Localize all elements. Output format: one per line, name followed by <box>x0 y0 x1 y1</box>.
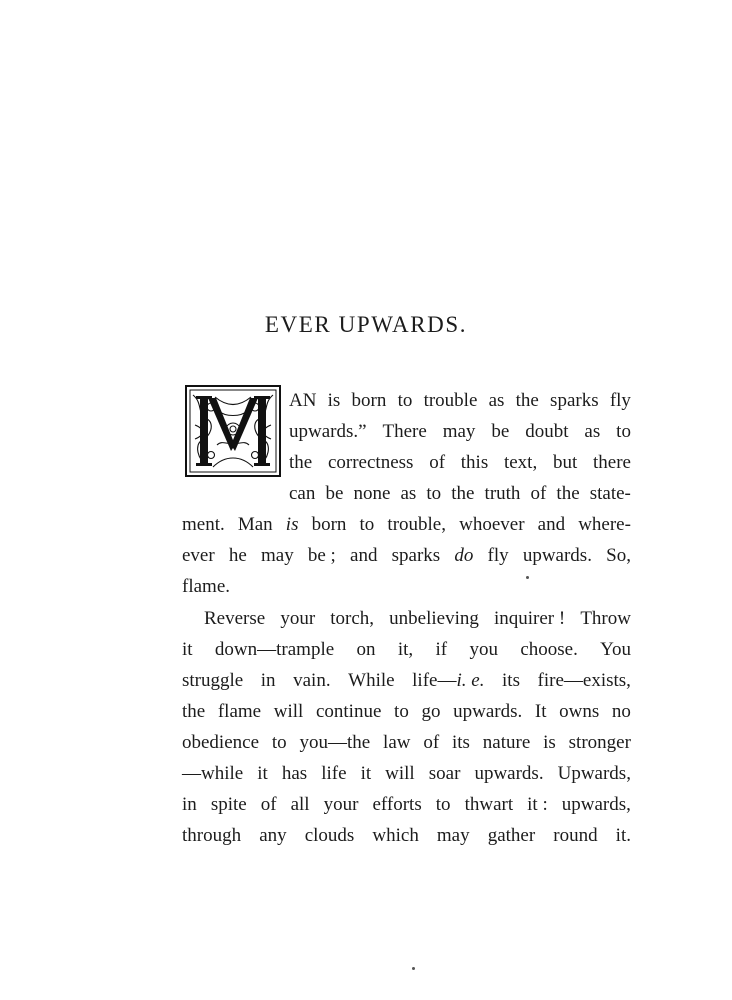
word: has <box>281 763 308 784</box>
word: down—trample <box>214 639 335 660</box>
word: its <box>502 670 520 691</box>
word: the <box>451 483 475 504</box>
word: in <box>182 794 197 815</box>
word: be ; <box>307 545 336 566</box>
word: You <box>600 639 631 660</box>
word: it, <box>397 639 414 660</box>
word: ment. <box>182 514 225 535</box>
word: torch, <box>330 608 375 629</box>
text-line <box>182 638 631 662</box>
text-line <box>182 824 631 848</box>
word: to <box>394 701 409 722</box>
word: he <box>228 545 247 566</box>
word: state- <box>589 483 631 504</box>
word: can <box>289 483 316 504</box>
word: it : <box>527 794 548 815</box>
word: flame. <box>182 576 231 597</box>
word: obedience <box>182 732 260 753</box>
word: its <box>452 732 470 753</box>
ornamental-drop-cap <box>185 385 281 477</box>
text-line <box>289 482 631 506</box>
word: round <box>553 825 598 846</box>
word: it <box>257 763 268 784</box>
word: to <box>435 794 451 815</box>
word: gather <box>487 825 536 846</box>
word: where- <box>578 514 631 535</box>
word: upwards.” <box>289 421 367 442</box>
word: but <box>552 452 578 473</box>
word: Man <box>237 514 273 535</box>
word: life <box>321 763 347 784</box>
word: this <box>460 452 489 473</box>
word: you <box>469 639 498 660</box>
word: sparks <box>391 545 441 566</box>
word: stronger <box>568 732 631 753</box>
word: —while <box>182 763 244 784</box>
word: born <box>351 390 387 411</box>
word: nature <box>482 732 531 753</box>
text-line <box>289 389 631 413</box>
word: struggle <box>182 670 244 691</box>
word: to <box>426 483 442 504</box>
word: whoever <box>459 514 525 535</box>
word: clouds <box>304 825 355 846</box>
word: truth <box>484 483 521 504</box>
word: in <box>260 670 276 691</box>
word: vain. <box>293 670 331 691</box>
text-line <box>182 731 631 755</box>
word: upwards, <box>561 794 631 815</box>
word: all <box>290 794 310 815</box>
word: AN <box>289 390 317 411</box>
word: correctness <box>327 452 414 473</box>
text-line <box>182 575 237 599</box>
word: choose. <box>520 639 578 660</box>
word: efforts <box>372 794 422 815</box>
word: to <box>359 514 375 535</box>
word: continue <box>315 701 382 722</box>
word: inquirer ! <box>493 608 566 629</box>
word: of <box>423 732 440 753</box>
word: owns <box>559 701 600 722</box>
word: There <box>382 421 427 442</box>
word: will <box>385 763 415 784</box>
paper-speck <box>412 967 415 970</box>
text-line <box>182 762 631 786</box>
word: as <box>488 390 505 411</box>
word: fly <box>487 545 509 566</box>
text-line <box>204 607 631 631</box>
word: as <box>584 421 601 442</box>
word: flame <box>217 701 262 722</box>
word: your <box>280 608 316 629</box>
decorated-initial-m-icon <box>185 385 281 477</box>
word: ever <box>182 545 215 566</box>
word: may <box>260 545 294 566</box>
text-line <box>182 513 631 537</box>
word: Upwards, <box>557 763 631 784</box>
word: may <box>436 825 470 846</box>
word: will <box>273 701 304 722</box>
text-line <box>182 700 631 724</box>
word: law <box>383 732 411 753</box>
word: Throw <box>580 608 631 629</box>
word: the <box>289 452 313 473</box>
word: of <box>260 794 277 815</box>
word: upwards. <box>522 545 592 566</box>
word: none <box>353 483 391 504</box>
word: do <box>454 545 474 566</box>
word: doubt <box>525 421 569 442</box>
word: and <box>350 545 378 566</box>
word: be <box>325 483 344 504</box>
word: any <box>259 825 287 846</box>
word: be <box>491 421 510 442</box>
word: born <box>311 514 347 535</box>
word: to <box>271 732 287 753</box>
word: the <box>515 390 539 411</box>
word: as <box>400 483 417 504</box>
word: It <box>534 701 547 722</box>
word: While <box>348 670 395 691</box>
word: spite <box>210 794 247 815</box>
word: trouble, <box>387 514 446 535</box>
word: fly <box>609 390 631 411</box>
word: through <box>182 825 242 846</box>
word: unbelieving <box>389 608 479 629</box>
word: So, <box>606 545 631 566</box>
word: may <box>442 421 476 442</box>
word: the <box>182 701 206 722</box>
word: life—i. e. <box>412 670 485 691</box>
word: of <box>530 483 547 504</box>
word: it <box>182 639 193 660</box>
word: on <box>356 639 376 660</box>
word: to <box>616 421 631 442</box>
text-line <box>182 793 631 817</box>
word: thwart <box>464 794 514 815</box>
word: it <box>360 763 372 784</box>
word: it. <box>615 825 631 846</box>
word: soar <box>428 763 461 784</box>
word: to <box>397 390 413 411</box>
word: no <box>611 701 631 722</box>
word: fire—exists, <box>537 670 631 691</box>
word: upwards. <box>474 763 544 784</box>
word: which <box>372 825 419 846</box>
word: your <box>323 794 359 815</box>
word: is <box>327 390 341 411</box>
text-line <box>289 420 631 444</box>
word: Reverse <box>204 608 266 629</box>
word: trouble <box>423 390 478 411</box>
word: the <box>556 483 580 504</box>
word: there <box>593 452 631 473</box>
word: sparks <box>550 390 599 411</box>
word: of <box>429 452 446 473</box>
word: is <box>285 514 299 535</box>
page-title: EVER UPWARDS. <box>264 312 468 337</box>
word: you—the <box>299 732 371 753</box>
paper-speck <box>526 576 529 579</box>
word: go <box>421 701 441 722</box>
text-line <box>289 451 631 475</box>
word: if <box>435 639 448 660</box>
word: is <box>543 732 556 753</box>
word: upwards. <box>453 701 523 722</box>
word: and <box>537 514 566 535</box>
text-line <box>182 544 631 568</box>
text-line <box>182 669 631 693</box>
word: text, <box>503 452 538 473</box>
